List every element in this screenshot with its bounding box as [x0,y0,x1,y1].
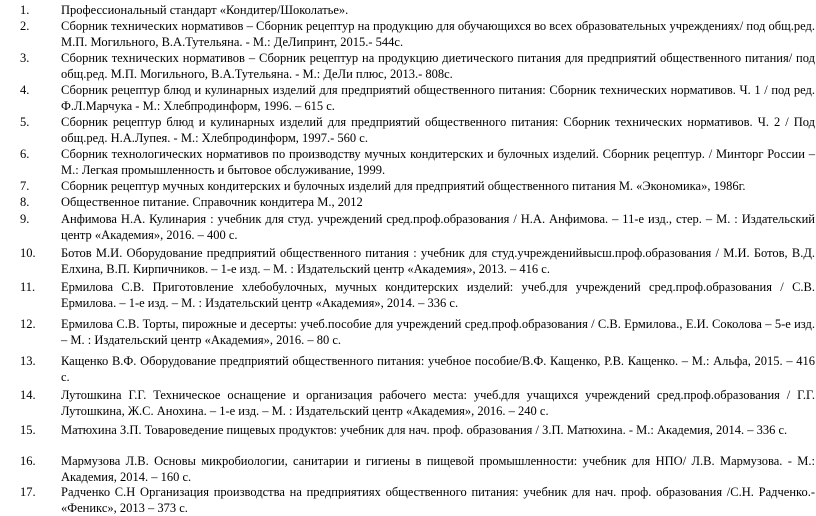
reference-number: 14. [20,388,36,402]
reference-number: 10. [20,246,36,260]
reference-number: 7. [20,179,30,193]
reference-number: 16. [20,454,36,468]
reference-number: 9. [20,212,30,226]
reference-text: Сборник рецептур блюд и кулинарных изделий для предприятий общественного питания: Сборник технических нормативов. Ч. 2 / Под общ.ред. Н.А.Лупея. - М.: Хлебпродинформ, 1997.- 560 с. [61,115,815,145]
reference-number: 1. [20,3,30,17]
reference-text: Сборник технологических нормативов по производству мучных кондитерских и булочных изделий. Сборник рецептур. / Минторг России – М.: Легкая промышленность и бытовое обслуживание, 1999. [61,147,815,177]
reference-text: Мармузова Л.В. Основы микробиологии, санитарии и гигиены в пищевой промышленности: учебник для НПО/ Л.В. Мармузова. - М.: Академия, 2014. – 160 с. [61,454,815,484]
reference-number: 4. [20,83,30,97]
reference-text: Ботов М.И. Оборудование предприятий общественного питания : учебник для студ.учрежденийвысш.проф.образования / М.И. Ботов, В.Д. Елхина, В.П. Кирпичников. – 1-е изд. – М. : Издательский центр «Академия», 2013. – 416 с. [61,246,815,276]
reference-text: Лутошкина Г.Г. Техническое оснащение и организация рабочего места: учеб.для учащихся учреждений сред.проф.образования / Г.Г. Лутошкина, Ж.С. Анохина. – 1-е изд. – М. : Издательский центр «Академия», 2016. – 240 с. [61,388,815,418]
reference-number: 6. [20,147,30,161]
reference-text: Ермилова С.В. Торты, пирожные и десерты: учеб.пособие для учреждений сред.проф.образования / С.В. Ермилова., Е.И. Соколова – 5-е изд. – М. : Издательский центр «Академия», 2016. – 80 с. [61,317,815,347]
reference-text: Сборник технических нормативов – Сборник рецептур на продукцию диетического питания для предприятий общественного питания/ под общ.ред. М.П. Могильного, В.А.Тутельяна. - М.: ДеЛи плюс, 2013.- 808с. [61,51,815,81]
reference-number: 3. [20,51,30,65]
reference-number: 17. [20,485,36,499]
reference-number: 15. [20,423,36,437]
reference-text: Кащенко В.Ф. Оборудование предприятий общественного питания: учебное пособие/В.Ф. Кащенко, Р.В. Кащенко. – М.: Альфа, 2015. – 416 с. [61,354,815,384]
reference-text: Сборник рецептур блюд и кулинарных изделий для предприятий общественного питания: Сборник технических нормативов. Ч. 1 / под ред. Ф.Л.Марчука - М.: Хлебпродинформ, 1996. – 615 с. [61,83,815,113]
reference-number: 11. [20,280,36,294]
reference-text: Профессиональный стандарт «Кондитер/Шоколатье». [61,3,349,17]
reference-text: Радченко С.Н Организация производства на предприятиях общественного питания: учебник для нач. проф. образования /С.Н. Радченко.- «Феникс», 2013 – 373 с. [61,485,815,515]
reference-number: 8. [20,195,30,209]
reference-text: Сборник технических нормативов – Сборник рецептур на продукцию для обучающихся во всех образовательных учреждениях/ под общ.ред. М.П. Могильного, В.А.Тутельяна. - М.: ДеЛипринт, 2015.- 544с. [61,19,815,49]
reference-number: 5. [20,115,30,129]
reference-number: 13. [20,354,36,368]
reference-number: 12. [20,317,36,331]
reference-text: Общественное питание. Справочник кондитера М., 2012 [61,195,363,209]
reference-number: 2. [20,19,30,33]
reference-text: Сборник рецептур мучных кондитерских и булочных изделий для предприятий общественного питания М. «Экономика», 1986г. [61,179,746,193]
reference-text: Анфимова Н.А. Кулинария : учебник для студ. учреждений сред.проф.образования / Н.А. Анфимова. – 11-е изд., стер. – М. : Издательский центр «Академия», 2016. – 400 с. [61,212,815,242]
reference-text: Ермилова С.В. Приготовление хлебобулочных, мучных кондитерских изделий: учеб.для учреждений сред.проф.образования / С.В. Ермилова. – 1-е изд. – М. : Издательский центр «Академия», 2014. – 336 с. [61,280,815,310]
reference-text: Матюхина З.П. Товароведение пищевых продуктов: учебник для нач. проф. образования / З.П. Матюхина. - М.: Академия, 2014. – 336 с. [61,423,788,437]
